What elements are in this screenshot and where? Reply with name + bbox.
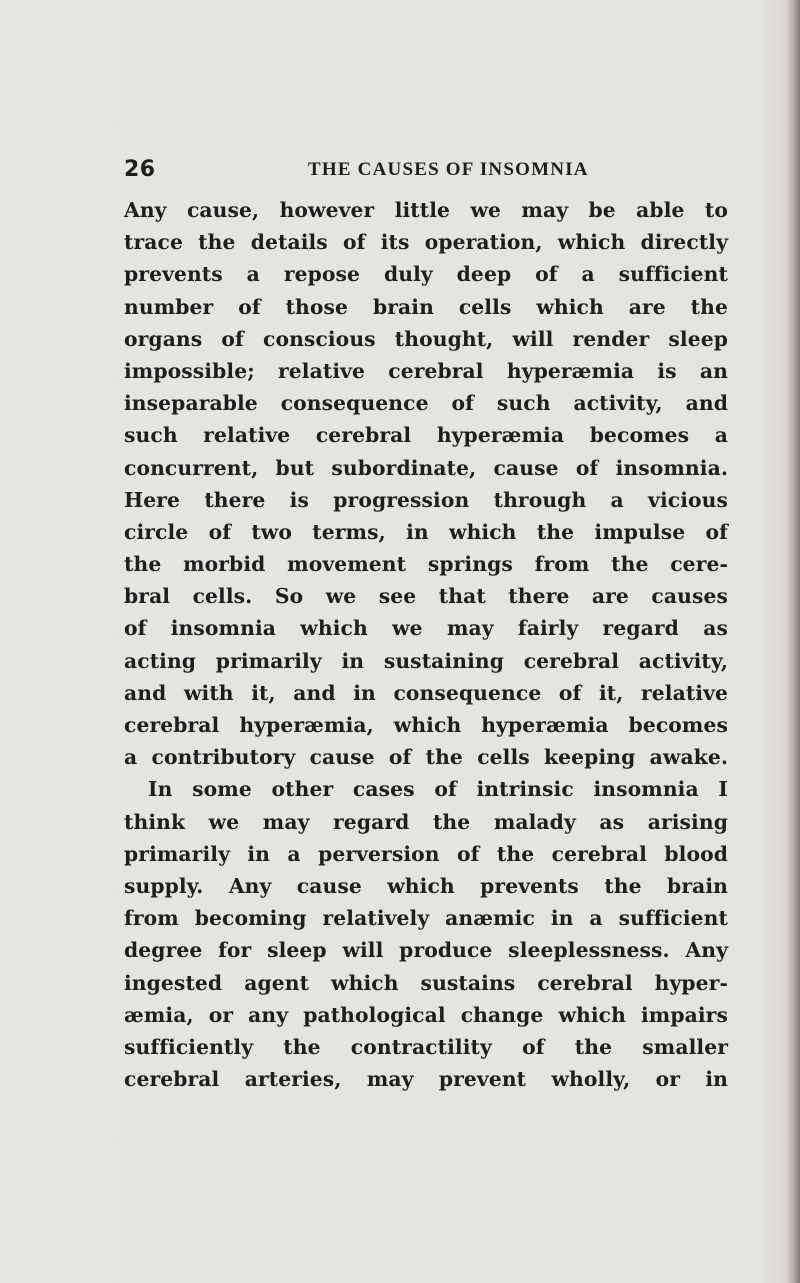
text-line: a contributory cause of the cells keeping awake. xyxy=(124,745,728,770)
text-line: of insomnia which we may fairly regard as xyxy=(124,616,728,641)
text-line: and with it, and in consequence of it, relative xyxy=(124,680,728,705)
text-line: the morbid movement springs from the cere- xyxy=(124,552,728,577)
text-line: ingested agent which sustains cerebral hyper- xyxy=(124,970,728,995)
text-line: from becoming relatively anæmic in a sufficient xyxy=(124,906,728,931)
text-line: concurrent, but subordinate, cause of insomnia. xyxy=(124,455,728,480)
text-line: bral cells. So we see that there are causes xyxy=(124,584,728,609)
text-line: organs of conscious thought, will render sleep xyxy=(124,326,728,351)
body-text xyxy=(124,194,728,1095)
running-head xyxy=(124,157,724,183)
text-line: impossible; relative cerebral hyperæmia is an xyxy=(124,358,728,383)
text-line: Any cause, however little we may be able to xyxy=(124,198,728,222)
text-line: prevents a repose duly deep of a sufficient xyxy=(124,262,728,287)
text-line: circle of two terms, in which the impulse of xyxy=(124,519,728,544)
text-line: Here there is progression through a vicious xyxy=(124,487,728,512)
text-line: inseparable consequence of such activity, and xyxy=(124,391,728,416)
text-line: cerebral arteries, may prevent wholly, or in xyxy=(124,1067,728,1092)
text-line: trace the details of its operation, which directly xyxy=(124,230,728,255)
text-line: primarily in a perversion of the cerebral blood xyxy=(124,841,728,866)
text-line: cerebral hyperæmia, which hyperæmia becomes xyxy=(124,713,728,737)
running-title: THE CAUSES OF INSOMNIA xyxy=(308,159,589,180)
text-line: such relative cerebral hyperæmia becomes a xyxy=(124,423,728,448)
text-line: supply. Any cause which prevents the brain xyxy=(124,873,728,898)
text-line-paragraph-start: In some other cases of intrinsic insomnia I xyxy=(148,777,728,802)
page-edge-shadow xyxy=(786,0,800,1283)
text-line: think we may regard the malady as arising xyxy=(124,809,728,834)
text-line: acting primarily in sustaining cerebral activity, xyxy=(124,648,728,673)
text-line: sufficiently the contractility of the smaller xyxy=(124,1034,728,1059)
text-line: æmia, or any pathological change which impairs xyxy=(124,1002,728,1027)
text-line: number of those brain cells which are the xyxy=(124,294,728,319)
text-line: degree for sleep will produce sleeplessness. Any xyxy=(124,938,728,963)
page-number: 26 xyxy=(124,157,156,182)
